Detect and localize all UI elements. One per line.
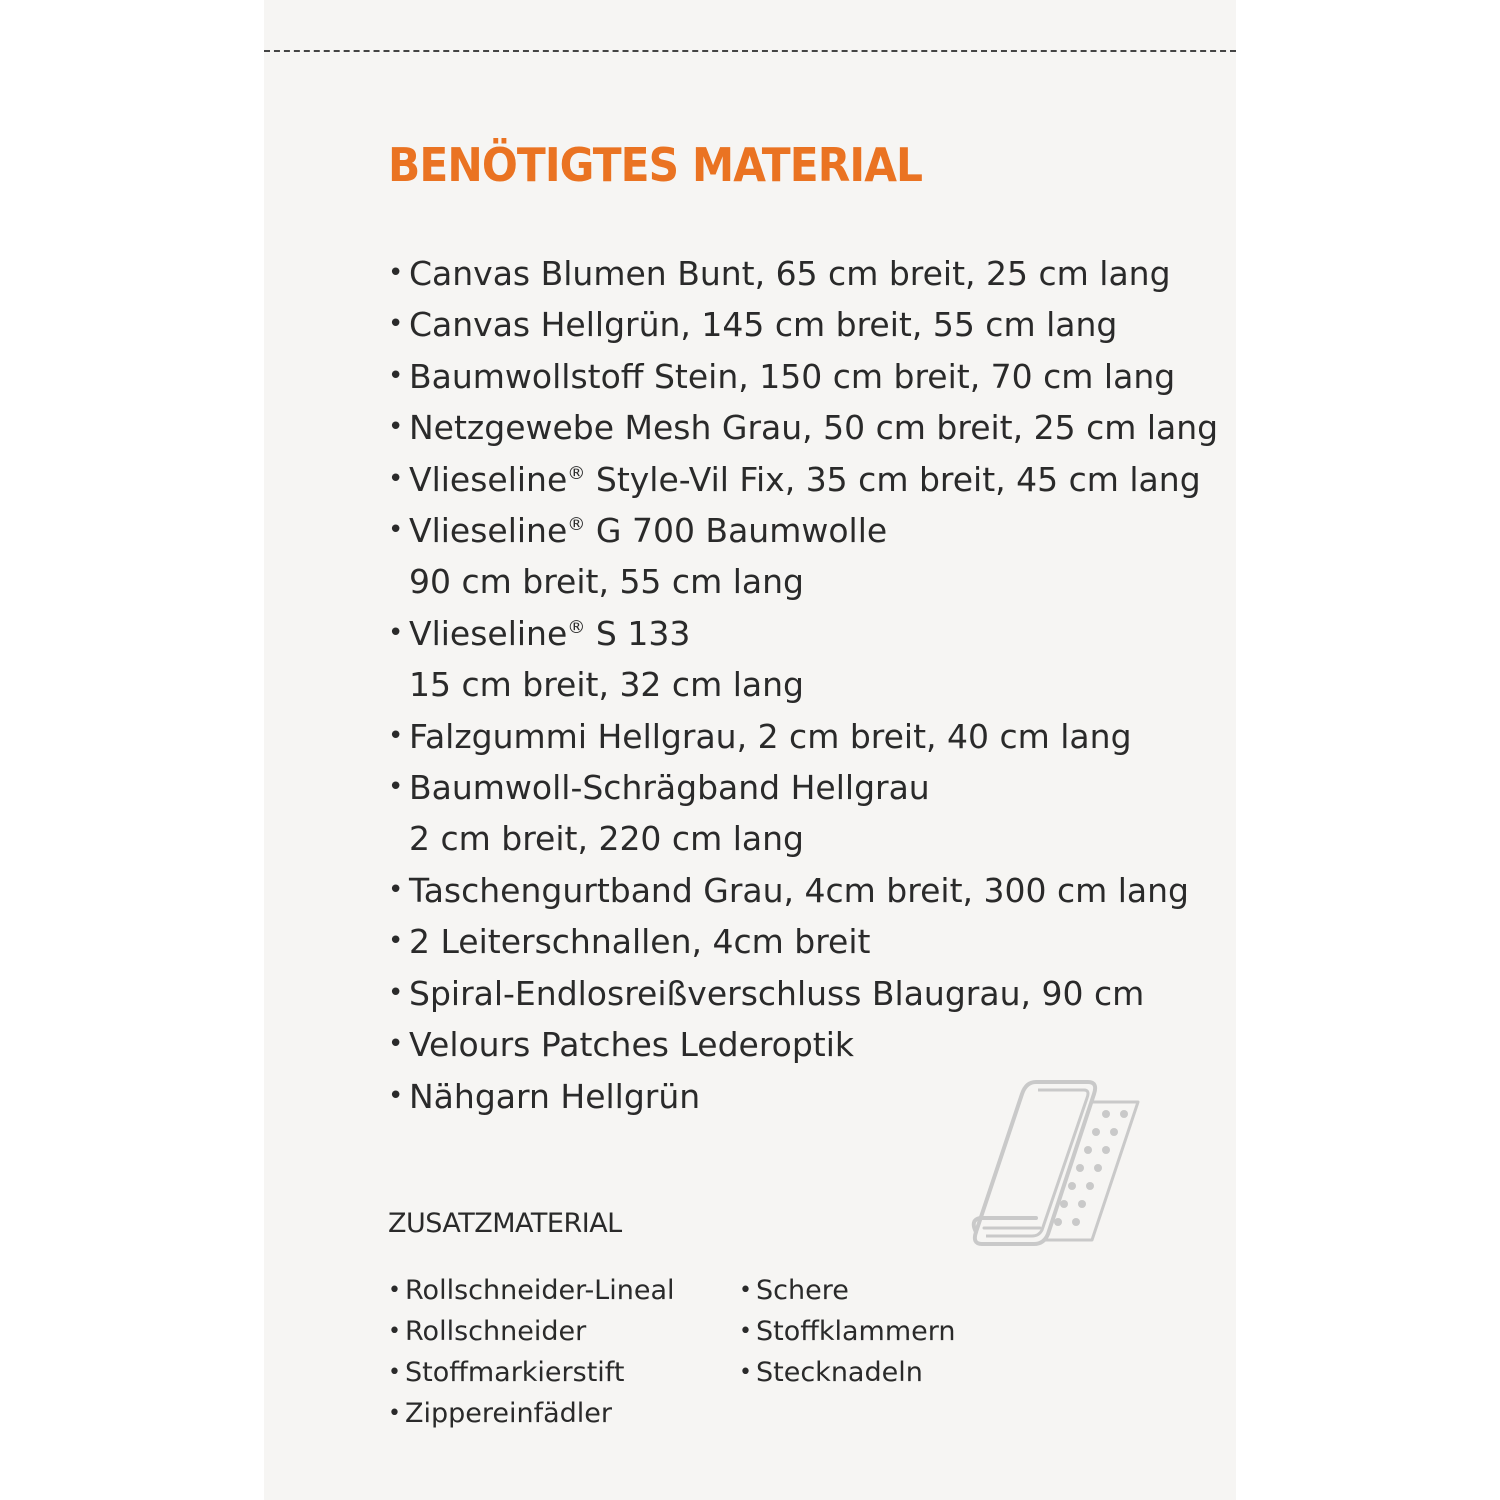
material-item [388,916,1218,967]
extra-material-item: • Stoffmarkierstift [388,1352,675,1393]
extra-material-item: • Schere [739,1270,955,1311]
material-item [388,299,1218,350]
extra-material-item: • Stecknadeln [739,1352,955,1393]
material-item [388,248,1218,299]
extra-material-item: • Rollschneider [388,1311,675,1352]
material-text: Nähgarn Hellgrün [409,1076,701,1116]
material-size: 2 cm breit, 220 cm lang [409,819,804,859]
material-item [388,505,1218,608]
cut-line-divider [264,50,1236,52]
material-text: 2 Leiterschnallen, 4cm breit [409,922,871,962]
material-text: G 700 Baumwolle [585,511,888,551]
registered-mark: ® [567,514,586,536]
material-size: 15 cm breit, 32 cm lang [409,665,804,705]
material-text: Falzgummi Hellgrau, 2 cm breit, 40 cm lang [409,716,1132,756]
material-brand: Vlieseline [409,613,568,653]
material-item [388,351,1218,402]
material-item [388,402,1218,453]
material-text: Canvas Blumen Bunt, 65 cm breit, 25 cm lang [409,254,1171,293]
material-text: S 133 [585,613,691,653]
material-text: Taschengurtband Grau, 4cm breit, 300 cm lang [409,870,1189,910]
material-text: Spiral-Endlosreißverschluss Blaugrau, 90 cm [409,973,1145,1013]
material-item [388,1019,1218,1070]
extra-material-list-right [739,1270,955,1393]
material-text: Style-Vil Fix, 35 cm breit, 45 cm lang [585,459,1201,499]
material-text: Canvas Hellgrün, 145 cm breit, 55 cm lang [409,305,1118,345]
material-item [388,608,1218,711]
material-brand: Vlieseline [409,459,568,499]
material-text: Baumwoll-Schrägband Hellgrau [409,768,930,808]
material-text: Velours Patches Lederoptik [409,1025,855,1065]
material-item [388,968,1218,1019]
material-list [388,248,1218,1122]
material-item [388,865,1218,916]
extra-material-list-left [388,1270,675,1434]
extra-material-title: ZUSATZMATERIAL [388,1208,622,1239]
extra-material-item: • Stoffklammern [739,1311,955,1352]
material-size: 90 cm breit, 55 cm lang [409,562,804,602]
material-item [388,454,1218,505]
material-item [388,762,1218,865]
extra-material-item: • Rollschneider-Lineal [388,1270,675,1311]
registered-mark: ® [567,462,586,484]
registered-mark: ® [567,616,586,638]
extra-material-item: • Zippereinfädler [388,1393,675,1434]
material-item [388,711,1218,762]
page-title: BENÖTIGTES MATERIAL [388,138,923,192]
material-brand: Vlieseline [409,511,568,551]
material-text: Netzgewebe Mesh Grau, 50 cm breit, 25 cm lang [409,408,1219,448]
fabric-roll-icon [966,1074,1146,1254]
material-text: Baumwollstoff Stein, 150 cm breit, 70 cm lang [409,356,1176,396]
